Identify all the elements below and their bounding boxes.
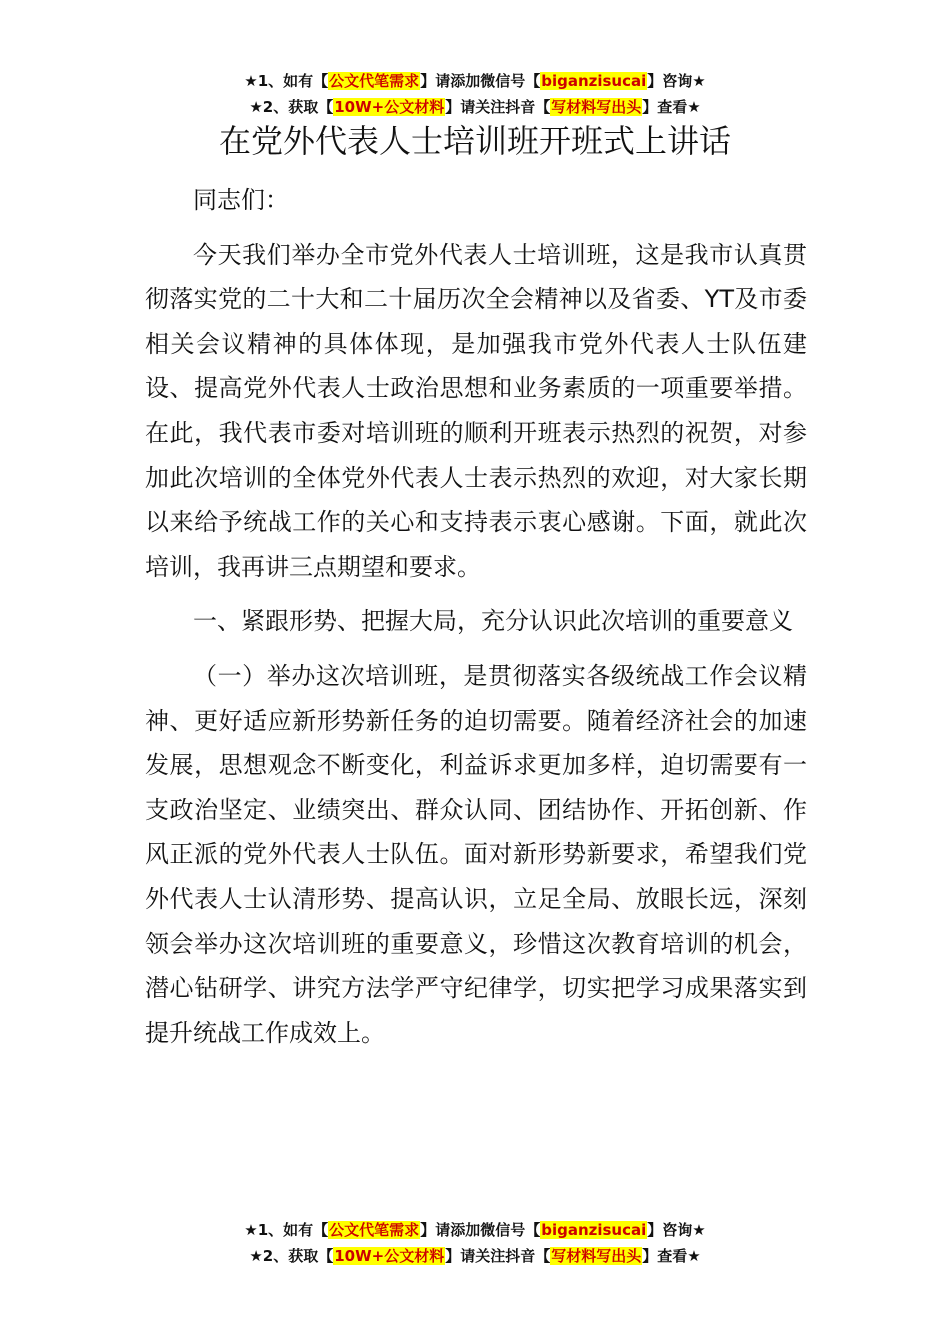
document-body <box>145 178 807 1055</box>
promo-banner-bottom <box>0 1217 950 1269</box>
promo-text: 】咨询★ <box>647 1221 706 1239</box>
body-paragraph: （一）举办这次培训班，是贯彻落实各级统战工作会议精神、更好适应新形势新任务的迫切需要。随着经济社会的加速发展，思想观念不断变化，利益诉求更加多样，迫切需要有一支政治坚定、业绩突出、群众认同、团结协作、开拓创新、作风正派的党外代表人士队伍。面对新形势新要求，希望我们党外代表人士认清形势、提高认识，立足全局、放眼长远，深刻领会举办这次培训班的重要意义，珍惜这次教育培训的机会，潜心钻研学、讲究方法学严守纪律学，切实把学习成果落实到提升统战工作成效上。 <box>145 661 807 1047</box>
promo-highlight: 10W+公文材料 <box>334 98 445 116</box>
promo-text: 】请关注抖音【 <box>445 1247 551 1265</box>
promo-line-1 <box>0 68 950 94</box>
promo-line-2 <box>0 1243 950 1269</box>
promo-line-1 <box>0 1217 950 1243</box>
promo-text: 】咨询★ <box>647 72 706 90</box>
promo-banner-top <box>0 68 950 120</box>
promo-highlight: biganzisucai <box>541 1221 647 1239</box>
promo-text: ★2、获取【 <box>249 98 334 116</box>
promo-text: ★2、获取【 <box>249 1247 334 1265</box>
promo-highlight: 公文代笔需求 <box>329 1221 420 1239</box>
promo-line-2 <box>0 94 950 120</box>
promo-highlight: 公文代笔需求 <box>329 72 420 90</box>
promo-text: 】查看★ <box>642 1247 701 1265</box>
promo-text: 】请添加微信号【 <box>420 72 541 90</box>
promo-text: ★1、如有【 <box>244 1221 329 1239</box>
promo-text: ★1、如有【 <box>244 72 329 90</box>
salutation: 同志们： <box>193 186 289 214</box>
promo-highlight: 10W+公文材料 <box>334 1247 445 1265</box>
promo-text: 】查看★ <box>642 98 701 116</box>
promo-text: 】请添加微信号【 <box>420 1221 541 1239</box>
promo-highlight: 写材料写出头 <box>551 98 642 116</box>
body-paragraph: 今天我们举办全市党外代表人士培训班，这是我市认真贯彻落实党的二十大和二十届历次全会精神以及省委、YT及市委相关会议精神的具体体现，是加强我市党外代表人士队伍建设、提高党外代表人士政治思想和业务素质的一项重要举措。在此，我代表市委对培训班的顺利开班表示热烈的祝贺，对参加此次培训的全体党外代表人士表示热烈的欢迎，对大家长期以来给予统战工作的关心和支持表示衷心感谢。下面，就此次培训，我再讲三点期望和要求。 <box>145 240 807 581</box>
document-title: 在党外代表人士培训班开班式上讲话 <box>218 122 731 160</box>
promo-highlight: biganzisucai <box>541 72 647 90</box>
promo-text: 】请关注抖音【 <box>445 98 551 116</box>
promo-highlight: 写材料写出头 <box>551 1247 642 1265</box>
section-heading: 一、紧跟形势、把握大局，充分认识此次培训的重要意义 <box>193 607 793 636</box>
